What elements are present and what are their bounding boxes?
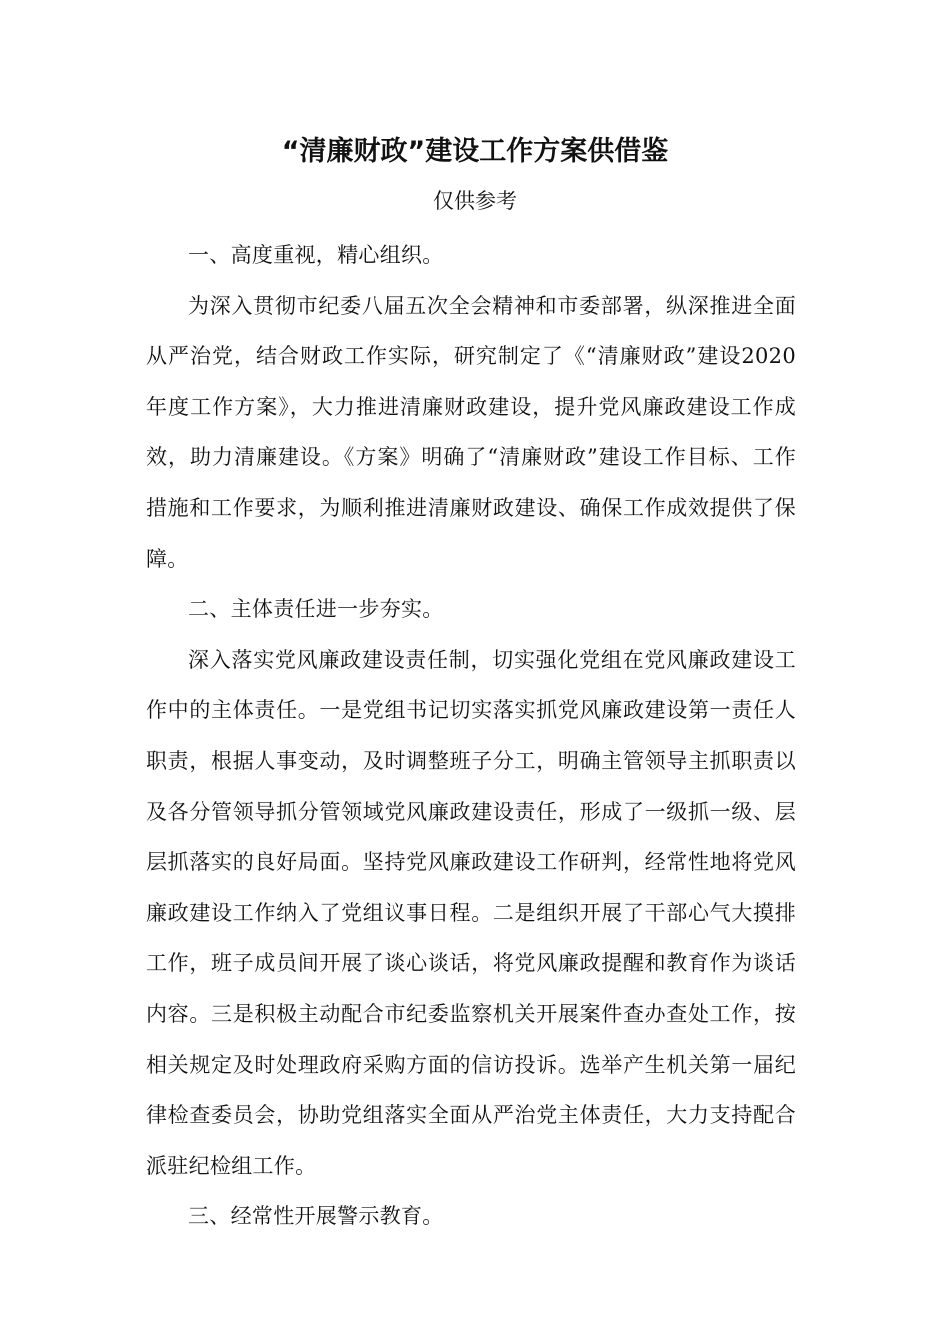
- document-title: “清廉财政”建设工作方案供借鉴: [281, 136, 669, 167]
- section-paragraph-1: 为深入贯彻市纪委八届五次全会精神和市委部署，纵深推进全面从严治党，结合财政工作实际，研究制定了《“清廉财政”建设2020年度工作方案》，大力推进清廉财政建设，提升党风廉政建设工作成效，助力清廉建设。《方案》明确了“清廉财政”建设工作目标、工作措施和工作要求，为顺利推进清廉财政建设、确保工作成效提供了保障。: [146, 293, 796, 571]
- section-heading-3: 三、经常性开展警示教育。: [188, 1204, 444, 1229]
- document-subtitle: 仅供参考: [433, 189, 517, 213]
- section-paragraph-2: 深入落实党风廉政建设责任制，切实强化党组在党风廉政建设工作中的主体责任。一是党组书记切实落实抓党风廉政建设第一责任人职责，根据人事变动，及时调整班子分工，明确主管领导主抓职责以及各分管领导抓分管领域党风廉政建设责任，形成了一级抓一级、层层抓落实的良好局面。坚持党风廉政建设工作研判，经常性地将党风廉政建设工作纳入了党组议事日程。二是组织开展了干部心气大摸排工作，班子成员间开展了谈心谈话，将党风廉政提醒和教育作为谈话内容。三是积极主动配合市纪委监察机关开展案件查办查处工作，按相关规定及时处理政府采购方面的信访投诉。选举产生机关第一届纪律检查委员会，协助党组落实全面从严治党主体责任，大力支持配合派驻纪检组工作。: [146, 647, 796, 1178]
- document-body: [146, 230, 796, 1242]
- section-heading-1: 一、高度重视，精心组织。: [188, 243, 444, 267]
- section-heading-2: 二、主体责任进一步夯实。: [188, 597, 444, 622]
